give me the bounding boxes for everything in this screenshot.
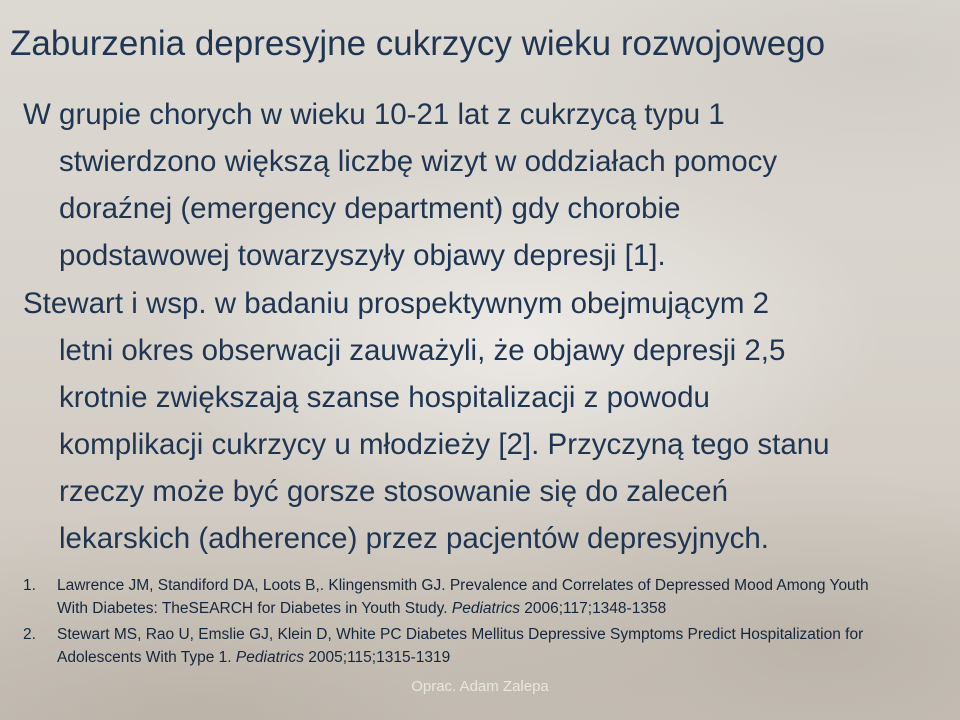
footer-author: Oprac. Adam Zalepa [411, 678, 549, 695]
reference-item [23, 623, 953, 669]
reference-number: 1. [23, 577, 36, 594]
paragraph-stewart-study [23, 280, 943, 562]
paragraph-line: Stewart i wsp. w badaniu prospektywnym obejmującym 2 [23, 287, 770, 320]
reference-segment: Adolescents With Type 1. [57, 649, 236, 666]
paragraph-line: lekarskich (adherence) przez pacjentów depresyjnych. [59, 522, 769, 555]
paragraph-emergency-visits [23, 91, 943, 279]
reference-number: 2. [23, 626, 36, 643]
reference-segment: 2006;117;1348-1358 [519, 600, 667, 617]
reference-line [57, 646, 953, 669]
reference-line: Lawrence JM, Standiford DA, Loots B,. Klingensmith GJ. Prevalence and Correlates of Depressed Mood Among Youth [57, 577, 869, 594]
reference-journal: Pediatrics [451, 600, 520, 617]
reference-line [57, 597, 953, 620]
reference-text [57, 574, 953, 620]
paragraph-line: stwierdzono większą liczbę wizyt w oddziałach pomocy [59, 145, 778, 178]
paragraph-line: krotnie zwiększają szanse hospitalizacji z powodu [59, 381, 710, 414]
paragraph-line: rzeczy może być gorsze stosowanie się do zaleceń [59, 475, 728, 508]
reference-segment: 2005;115;1315-1319 [303, 649, 451, 666]
references-list [23, 574, 953, 672]
reference-journal: Pediatrics [235, 649, 304, 666]
paragraph-line: podstawowej towarzyszyły objawy depresji [1]. [59, 239, 666, 272]
slide-title: Zaburzenia depresyjne cukrzycy wieku rozwojowego [10, 24, 826, 63]
reference-text [57, 623, 953, 669]
paragraph-line: letni okres obserwacji zauważyli, że objawy depresji 2,5 [59, 334, 786, 367]
reference-item [23, 574, 953, 620]
reference-line: Stewart MS, Rao U, Emslie GJ, Klein D, White PC Diabetes Mellitus Depressive Symptoms Predict Hospitalization for [57, 626, 864, 643]
paragraph-line: W grupie chorych w wieku 10-21 lat z cukrzycą typu 1 [23, 98, 725, 131]
reference-segment: With Diabetes: TheSEARCH for Diabetes in Youth Study. [57, 600, 452, 617]
paragraph-line: komplikacji cukrzycy u młodzieży [2]. Przyczyną tego stanu [59, 428, 830, 461]
paragraph-line: doraźnej (emergency department) gdy chorobie [59, 192, 681, 225]
